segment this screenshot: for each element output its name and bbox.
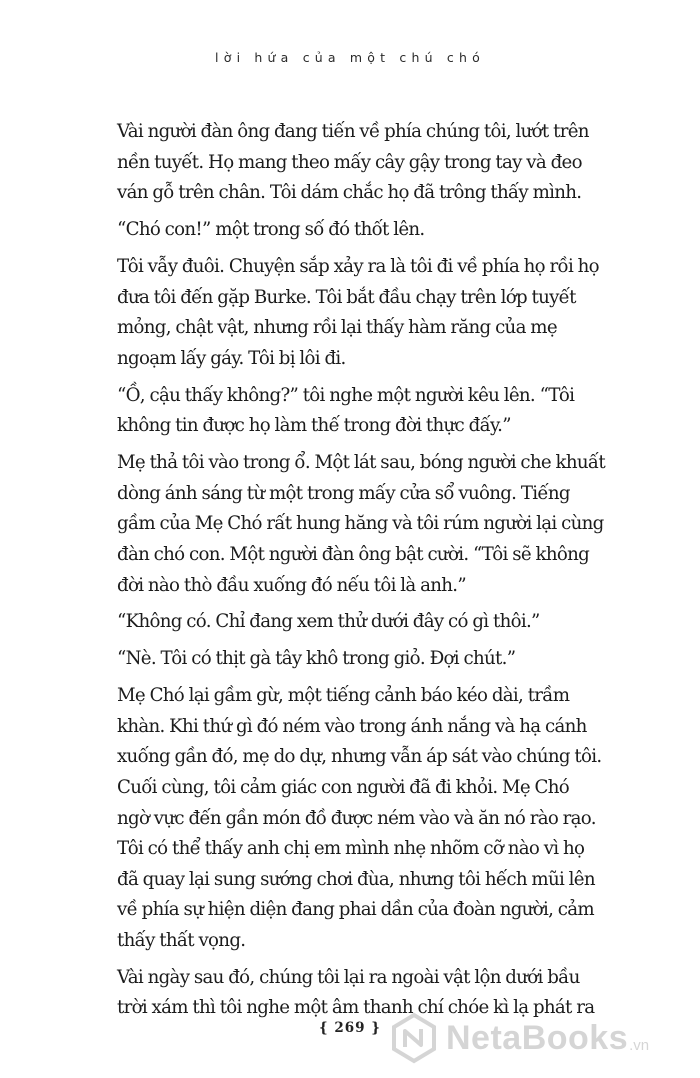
paragraph: Tôi vẫy đuôi. Chuyện sắp xảy ra là tôi đi về phía họ rồi họ đưa tôi đến gặp Burke. Tôi bắt đầu chạy trên lớp tuyết mỏng, chật vật, nhưng rồi lại thấy hàm răng của mẹ ngoạm lấy gáy. Tôi bị lôi đi.	[117, 255, 599, 369]
paragraph: Mẹ Chó lại gầm gừ, một tiếng cảnh báo kéo dài, trầm khàn. Khi thứ gì đó ném vào trong ánh nắng và hạ cánh xuống gần đó, mẹ do dự, nhưng vẫn áp sát vào chúng tôi. Cuối cùng, tôi cảm giác con người đã đi khỏi. Mẹ Chó ngờ vực đến gần món đồ được ném vào và ăn nó rào rạo. Tôi có thể thấy anh chị em mình nhẹ nhõm cỡ nào vì họ đã quay lại sung sướng chơi đùa, nhưng tôi hếch mũi lên về phía sự hiện diện đang phai dần của đoàn người, cảm thấy thất vọng.	[117, 685, 602, 951]
paragraph: Vài ngày sau đó, chúng tôi lại ra ngoài vật lộn dưới bầu trời xám thì tôi nghe một âm thanh chí chóe kì lạ phát ra	[117, 966, 595, 1019]
page-number: { 269 }	[319, 1020, 381, 1036]
paragraph: “Nè. Tôi có thịt gà tây khô trong giỏ. Đợi chút.”	[117, 648, 516, 670]
paragraph: “Chó con!” một trong số đó thốt lên.	[117, 219, 425, 241]
netabooks-logo-icon	[388, 1012, 440, 1064]
paragraph: Vài người đàn ông đang tiến về phía chúng tôi, lướt trên nền tuyết. Họ mang theo mấy cây gậy trong tay và đeo ván gỗ trên chân. Tôi dám chắc họ đã trông thấy mình.	[117, 121, 589, 204]
watermark	[388, 1003, 700, 1073]
paragraph: “Không có. Chỉ đang xem thử dưới đây có gì thôi.”	[117, 611, 540, 633]
paragraph: Mẹ thả tôi vào trong ổ. Một lát sau, bóng người che khuất dòng ánh sáng từ một trong mấy cửa sổ vuông. Tiếng gầm của Mẹ Chó rất hung hăng và tôi rúm người lại cùng đàn chó con. Một người đàn ông bật cười. “Tôi sẽ không đời nào thò đầu xuống đó nếu tôi là anh.”	[117, 452, 605, 596]
watermark-text: NetaBooks	[446, 1018, 629, 1057]
page-body	[117, 117, 605, 1030]
watermark-suffix: .vn	[629, 1036, 650, 1054]
running-head: lời hứa của một chú chó	[215, 50, 485, 65]
paragraph: “Ồ, cậu thấy không?” tôi nghe một người kêu lên. “Tôi không tin được họ làm thế trong đời thực đấy.”	[117, 384, 575, 437]
